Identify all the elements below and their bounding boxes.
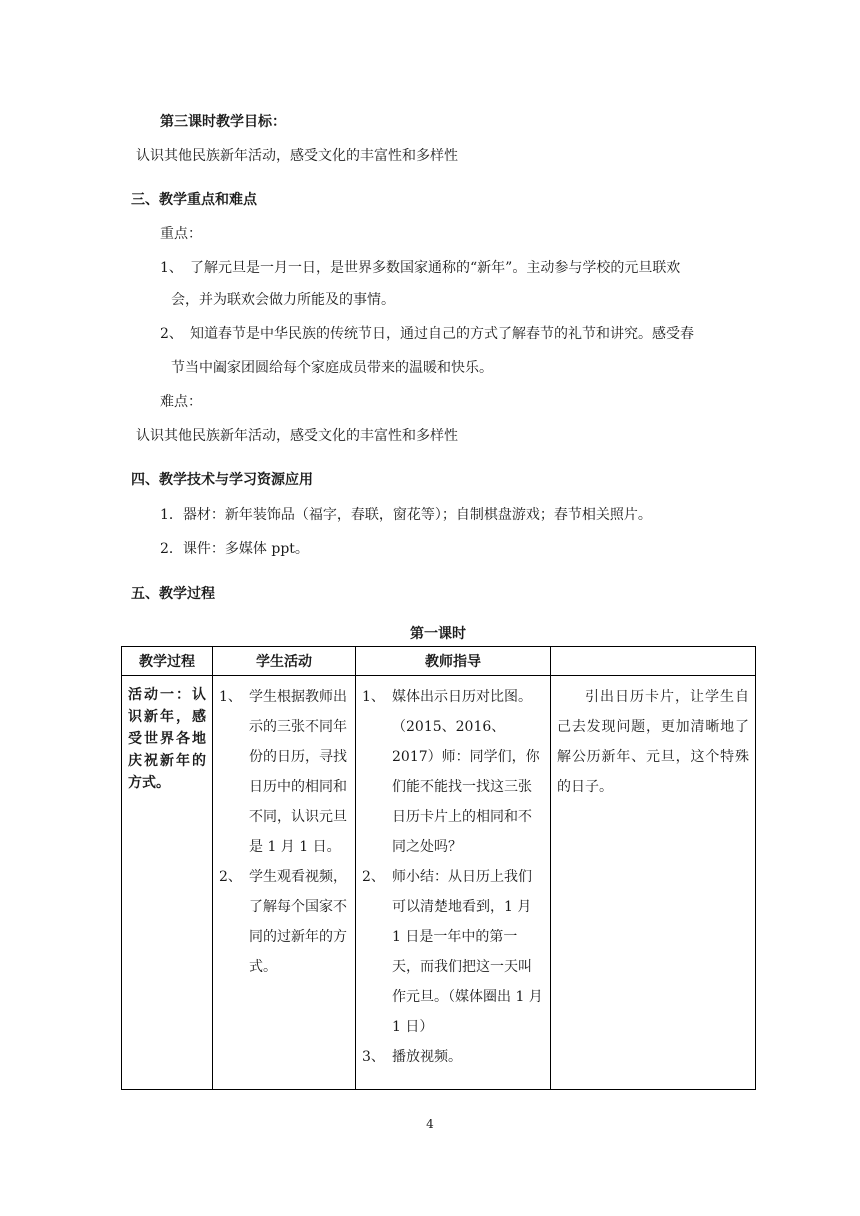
table-title: 第一课时 (410, 626, 466, 642)
student-activity-cell (213, 676, 356, 1090)
difficult-label: 难点： (160, 394, 202, 410)
activity-title: 活动一：认识新年，感受世界各地庆祝新年的方式。 (128, 687, 206, 791)
teacher-guidance-cell (356, 676, 551, 1090)
list-item: 1、 媒体出示日历对比图。（2015、2016、2017）师：同学们，你们能不能找一找这三张日历卡片上的相同和不同之处吗？ (362, 689, 540, 855)
difficult-text: 认识其他民族新年活动，感受文化的丰富性和多样性 (136, 428, 458, 444)
key-item-1-line1: 了解元旦是一月一日，是世界多数国家通称的“新年”。主动参与学校的元旦联欢 (190, 260, 681, 276)
resource-item-1: 1．器材：新年装饰品（福字，春联，窗花等）；自制棋盘游戏；春节相关照片。 (160, 507, 652, 523)
key-item-2-num: 2、 (160, 326, 183, 342)
page-number: 4 (426, 1117, 434, 1131)
header-teacher-guidance: 教师指导 (356, 647, 551, 676)
design-note: 引出日历卡片，让学生自己去发现问题，更加清晰地了解公历新年、元旦，这个特殊的日子。 (557, 689, 749, 795)
section5-heading: 五、教学过程 (131, 586, 215, 602)
design-note-cell (551, 676, 756, 1090)
key-item-1-line2: 会，并为联欢会做力所能及的事情。 (171, 292, 395, 308)
activity-cell (122, 676, 213, 1090)
lesson-table (121, 646, 756, 1090)
table-row (122, 676, 756, 1090)
list-item: 2、 师小结：从日历上我们可以清楚地看到，1 月 1 日是一年中的第一天，而我们把这一天叫作元旦。（媒体圈出 1 月 1 日） (362, 869, 543, 1035)
resource-item-2: 2．课件：多媒体 ppt。 (160, 541, 309, 557)
header-process: 教学过程 (122, 647, 213, 676)
section3-heading: 三、教学重点和难点 (131, 192, 257, 208)
list-item: 2、 学生观看视频，了解每个国家不同的过新年的方式。 (219, 869, 347, 975)
list-item: 3、 播放视频。 (362, 1049, 462, 1065)
header-notes (551, 647, 756, 676)
key-label: 重点： (160, 226, 202, 242)
objective3-heading: 第三课时教学目标： (160, 114, 286, 130)
table-header-row (122, 647, 756, 676)
objective3-text: 认识其他民族新年活动，感受文化的丰富性和多样性 (136, 148, 458, 164)
list-item: 1、 学生根据教师出示的三张不同年份的日历，寻找日历中的相同和不同，认识元旦是 1 月 1 日。 (219, 689, 347, 855)
section4-heading: 四、教学技术与学习资源应用 (131, 472, 313, 488)
key-item-2-line2: 节当中阖家团圆给每个家庭成员带来的温暖和快乐。 (171, 360, 493, 376)
header-student-activity: 学生活动 (213, 647, 356, 676)
key-item-2-line1: 知道春节是中华民族的传统节日，通过自己的方式了解春节的礼节和讲究。感受春 (190, 326, 694, 342)
key-item-1-num: 1、 (160, 260, 183, 276)
